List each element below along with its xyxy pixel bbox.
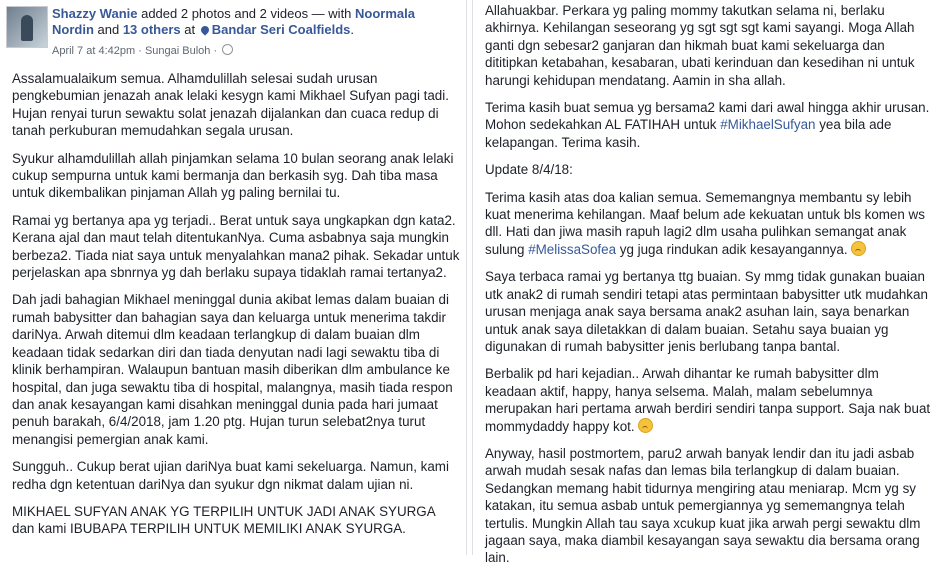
paragraph: Assalamualaikum semua. Alhamdulillah selesai sudah urusan pengkebumian jenazah anak lelaki kesygn kami Mikhael Sufyan pagi tadi. Hujan renyai turun sewaktu solat jenazah dijalankan dan cuaca redup di tanah perkuburan memudahkan segala urusan. (12, 71, 449, 139)
author-name[interactable]: Shazzy Wanie (52, 6, 138, 21)
timestamp-link[interactable]: April 7 at 4:42pm (52, 45, 136, 57)
paragraph: Syukur alhamdulillah allah pinjamkan selama 10 bulan seorang anak lelaki cukup sempurna untuk kami bermanja dan berkasih syg. Dah tiba masa untuk dikembalikan pinjaman Allah yg paling bernilai tu. (12, 150, 454, 201)
paragraph (485, 189, 933, 259)
paragraph (485, 365, 933, 435)
post-left-panel (0, 0, 467, 555)
at-text: at (180, 22, 199, 37)
paragraph-text: yg juga rindukan adik kesayangannya. (616, 241, 852, 257)
relieved-face-icon (638, 418, 653, 433)
location-link[interactable]: Sungai Buloh (144, 45, 211, 57)
location-pin-icon (199, 24, 210, 35)
place-link[interactable]: Bandar Seri Coalfields (211, 22, 351, 37)
post-right-panel (472, 0, 941, 566)
post-header-text (52, 6, 457, 38)
hashtag-mikhael[interactable]: #MikhaelSufyan (720, 117, 816, 133)
paragraph-text: Terima kasih buat semua yg bersama2 kami dari awal hingga akhir urusan. Mohon sedekahkan AL FATIHAH untuk (485, 100, 930, 133)
paragraph: Anyway, hasil postmortem, paru2 arwah banyak lendir dan itu jadi asbab arwah mudah sesak nafas dan lemas bila terlangkup di dalam buaian. Sedangkan memang habit tidurnya mengiring atau meniarap. Mcm yg sy katakan, itu semua asbab untuk pemergiannya yg sememangnya telah tertulis. Mungkin Allah tau saya xcukup kuat jika arwah pergi sewaktu dlm jagaan saya, maka diambil kesayangan saya sewaktu dia bersama orang lain. (485, 445, 921, 566)
and-text: and (93, 22, 123, 37)
paragraph: Allahuakbar. Perkara yg paling mommy takutkan selama ni, berlaku akhirnya. Kehilangan seseorang yg sgt sgt sgt kami sayangi. Moga Allah ganti dgn sebesar2 ganjaran dan hikmah buat kami sekeluarga dan dititipkan ketabahan, kesabaran, ubati kerinduan dan kesedihan ni untuk harungi kehidupan mendatang. Aamin in sha allah. (485, 3, 915, 88)
avatar[interactable] (6, 6, 48, 48)
others-link[interactable]: 13 others (122, 22, 181, 37)
update-heading: Update 8/4/18: (485, 162, 573, 178)
paragraph-text: yea bila ade kelapangan. Terima kasih. (485, 117, 892, 150)
meta-separator: · (135, 45, 145, 57)
paragraph: MIKHAEL SUFYAN ANAK YG TERPILIH UNTUK JADI ANAK SYURGA dan kami IBUBAPA TERPILIH UNTUK MEMILIKI ANAK SYURGA. (12, 503, 435, 537)
disappointed-face-icon (851, 241, 866, 256)
action-text: added 2 photos and 2 videos — with (137, 6, 356, 21)
post-body-left (12, 70, 460, 548)
post-header (0, 0, 466, 62)
hashtag-melissa[interactable]: #MelissaSofea (528, 241, 617, 257)
paragraph-text: Terima kasih atas doa kalian semua. Sememangnya membantu sy lebih kuat menerima kehilangan. Maaf belum ade kekuatan untuk bls komen ws dll. Hati dan jiwa masih rapuh lagi2 dlm usaha pulihkan semangat anak sulung (485, 189, 925, 257)
meta-separator: · (210, 45, 221, 57)
tagged-user-link[interactable]: Noormala Nordin (52, 6, 415, 37)
globe-icon[interactable] (222, 44, 233, 55)
paragraph: Dah jadi bahagian Mikhael meninggal dunia akibat lemas dalam buaian di rumah babysitter dan bahagian saya dan keluarga untuk menerima takdir dariNya. Arwah ditemui dlm keadaan terlangkup di dalam buaian dlm keadaan tidak sedarkan diri dan tiada denyutan nadi lagi sewaktu tiba di klinik berhampiran. Walaupun bantuan masih diberikan dlm ambulance ke hospital, dan juga sewaktu tiba di hospital, malangnya, masih tiada respon dan anak kesayangan kami disahkan meninggal dunia pada hari jumaat penuh barakah, 6/4/2018, jam 1.20 ptg. Hujan turun selebat2nya turut menangisi pemergian anak kami. (12, 292, 453, 447)
post-meta (52, 44, 233, 57)
paragraph (485, 99, 933, 151)
paragraph: Sungguh.. Cukup berat ujian dariNya buat kami sekeluarga. Namun, kami redha dgn ketentuan dariNya dan syukur dgn nikmat dalam ujian ni. (12, 459, 449, 492)
paragraph: Ramai yg bertanya apa yg terjadi.. Berat untuk saya ungkapkan dgn kata2. Kerana ajal dan maut telah ditentukanNya. Cuma asbabnya saja mungkin berbeza2. Tiada niat saya untuk menyalahkan mana2 pihak. Sekadar untuk perjelaskan apa sbnrnya yg dah berlaku supaya tidaklah ramai tertanya2. (12, 212, 460, 281)
paragraph-text: Berbalik pd hari kejadian.. Arwah dihantar ke rumah babysitter dlm keadaan aktif, happy, hanya selsema. Malah, malam sebelumnya merupakan hari pertama arwah berdiri sendiri tanpa support. Saja nak buat mommydaddy happy kot. (485, 366, 931, 434)
paragraph: Saya terbaca ramai yg bertanya ttg buaian. Sy mmg tidak gunakan buaian utk anak2 di rumah sendiri tetapi atas permintaan babysitter utk mudahkan urusan menjaga anak saya bersama anak2 asuhan lain, saya benarkan untuk anak saya diletakkan di dalam buaian. Setahu saya buaian yg digunakan di rumah babysitter jenis berlubang tanpa bantal. (485, 269, 928, 354)
period-text: . (350, 22, 355, 37)
post-body-right (485, 2, 933, 577)
